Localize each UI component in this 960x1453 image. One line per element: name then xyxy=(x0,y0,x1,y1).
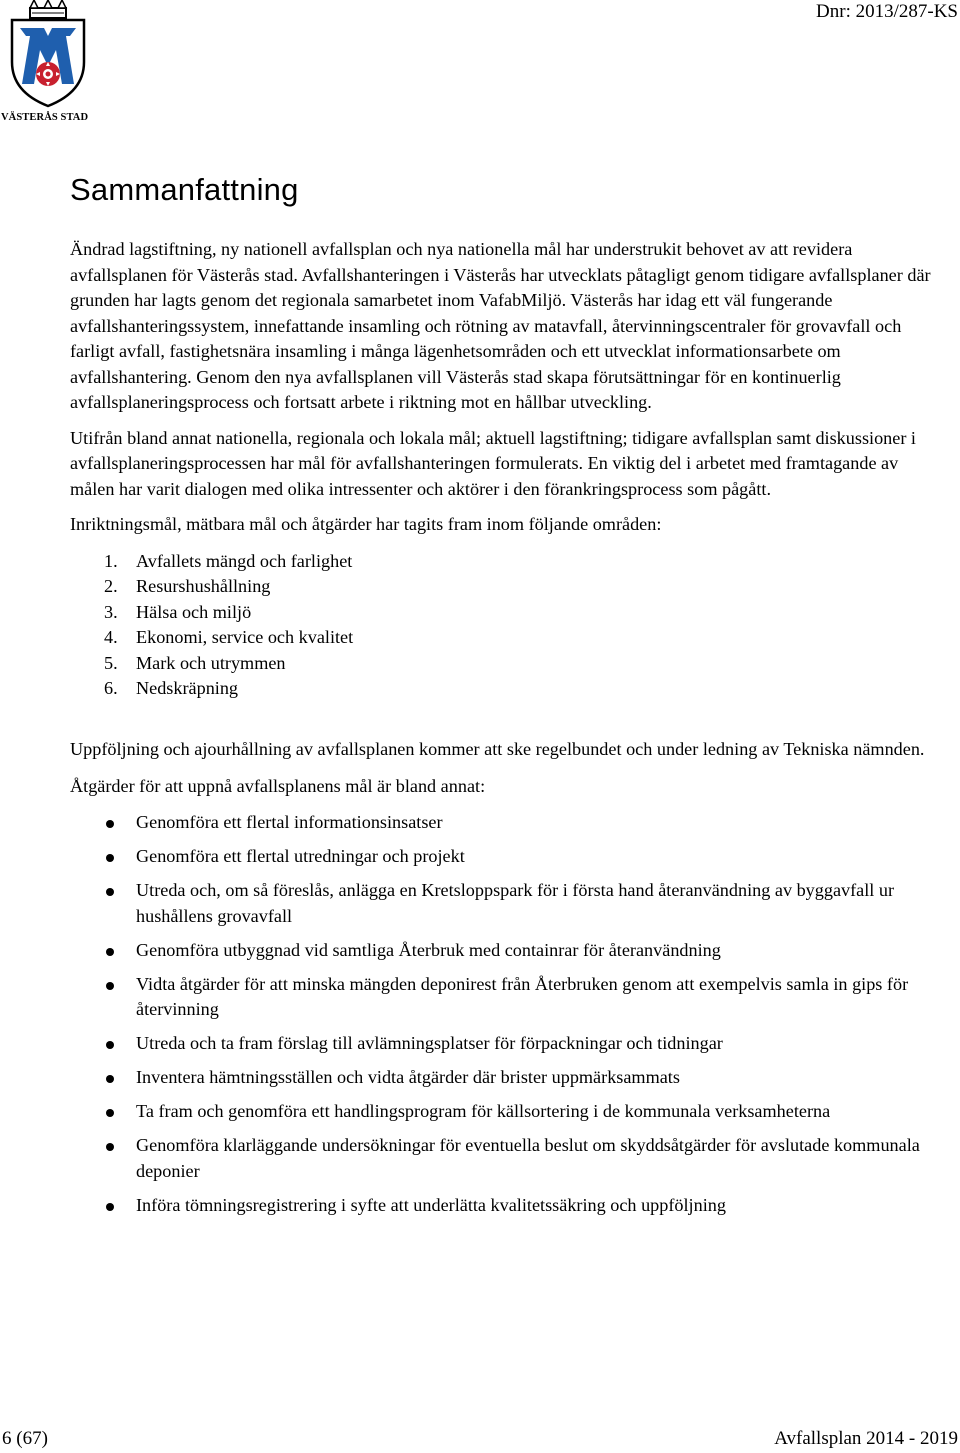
document-body xyxy=(70,237,940,1227)
bullet-icon xyxy=(106,982,114,990)
page-number: 6 (67) xyxy=(2,1428,48,1449)
shield-icon xyxy=(0,0,96,112)
bullet-icon xyxy=(106,1041,114,1049)
vasteras-coat-of-arms-logo xyxy=(0,0,96,128)
document-number: Dnr: 2013/287-KS xyxy=(816,1,958,22)
list-item: Genomföra klarläggande undersökningar för eventuella beslut om skyddsåtgärder för avslutade kommunala deponier xyxy=(70,1133,940,1184)
list-item: Utreda och, om så föreslås, anlägga en Kretsloppspark för i första hand återanvändning av byggavfall ur hushållens grovavfall xyxy=(70,878,940,929)
list-item: Ta fram och genomföra ett handlingsprogram för källsortering i de kommunala verksamheterna xyxy=(70,1099,940,1125)
list-item: 4. Ekonomi, service och kvalitet xyxy=(104,627,354,648)
logo-text: VÄSTERÅS STAD xyxy=(1,112,89,123)
list-item: Utreda och ta fram förslag till avlämningsplatser för förpackningar och tidningar xyxy=(70,1031,940,1057)
document-name: Avfallsplan 2014 - 2019 xyxy=(774,1428,958,1449)
bullet-icon xyxy=(106,948,114,956)
list-item: Genomföra utbyggnad vid samtliga Återbruk med containrar för återanvändning xyxy=(70,938,940,964)
bullet-icon xyxy=(106,854,114,862)
bullet-icon xyxy=(106,1203,114,1211)
bullet-icon xyxy=(106,888,114,896)
list-item: 3. Hälsa och miljö xyxy=(104,601,252,622)
bullet-icon xyxy=(106,1075,114,1083)
actions-list xyxy=(70,810,940,1218)
list-item: Genomföra ett flertal utredningar och projekt xyxy=(70,844,940,870)
list-item: 6. Nedskräpning xyxy=(104,678,239,699)
list-item: Vidta åtgärder för att minska mängden deponirest från Återbruken genom att exempelvis samla in gips för återvinning xyxy=(70,972,940,1023)
bullet-icon xyxy=(106,820,114,828)
list-item: 5. Mark och utrymmen xyxy=(104,652,286,673)
page-title: Sammanfattning xyxy=(70,172,299,207)
paragraph-goals: Utifrån bland annat nationella, regionala och lokala mål; aktuell lagstiftning; tidigare avfallsplan samt diskussioner i avfallsplaneringsprocessen har mål för avfallshanteringen formulerats. En viktig del i arbetet med framtagande av målen har varit dialogen med olika intressenter och aktörer i den förankringsprocess som pågått. xyxy=(70,427,916,499)
list-item: Införa tömningsregistrering i syfte att underlätta kvalitetssäkring och uppföljning xyxy=(70,1193,940,1219)
bullet-icon xyxy=(106,1109,114,1117)
paragraph-followup: Uppföljning och ajourhållning av avfallsplanen kommer att ske regelbundet och under ledning av Tekniska nämnden. xyxy=(70,739,925,760)
bullet-icon xyxy=(106,1143,114,1151)
paragraph-areas-intro: Inriktningsmål, mätbara mål och åtgärder har tagits fram inom följande områden: xyxy=(70,514,662,534)
rose-icon xyxy=(36,62,60,86)
paragraph-intro: Ändrad lagstiftning, ny nationell avfallsplan och nya nationella mål har understrukit behovet av att revidera avfallsplanen för Västerås stad. Avfallshanteringen i Västerås har utvecklats påtagligt genom tidigare avfallsplaner där grunden har lagts genom det regionala samarbetet inom VafabMiljö. Västerås har idag ett väl fungerande avfallshanteringssystem, innefattande insamling och rötning av matavfall, återvinningscentraler för grovavfall och farligt avfall, fastighetsnära insamling i många lägenhetsområden och ett utvecklat informationsarbete om avfallshantering. Genom den nya avfallsplanen vill Västerås stad skapa förutsättningar för en kontinuerlig avfallsplaneringsprocess och fortsatt arbete i riktning mot en hållbar utveckling. xyxy=(70,239,931,412)
paragraph-actions-intro: Åtgärder för att uppnå avfallsplanens mål är bland annat: xyxy=(70,775,486,796)
areas-list xyxy=(70,549,940,703)
list-item: Genomföra ett flertal informationsinsatser xyxy=(70,810,940,836)
list-item: 1. Avfallets mängd och farlighet xyxy=(104,550,353,571)
list-item: Inventera hämtningsställen och vidta åtgärder där brister uppmärksammats xyxy=(70,1065,940,1091)
crown-icon xyxy=(30,0,66,18)
list-item: 2. Resurshushållning xyxy=(104,576,271,597)
